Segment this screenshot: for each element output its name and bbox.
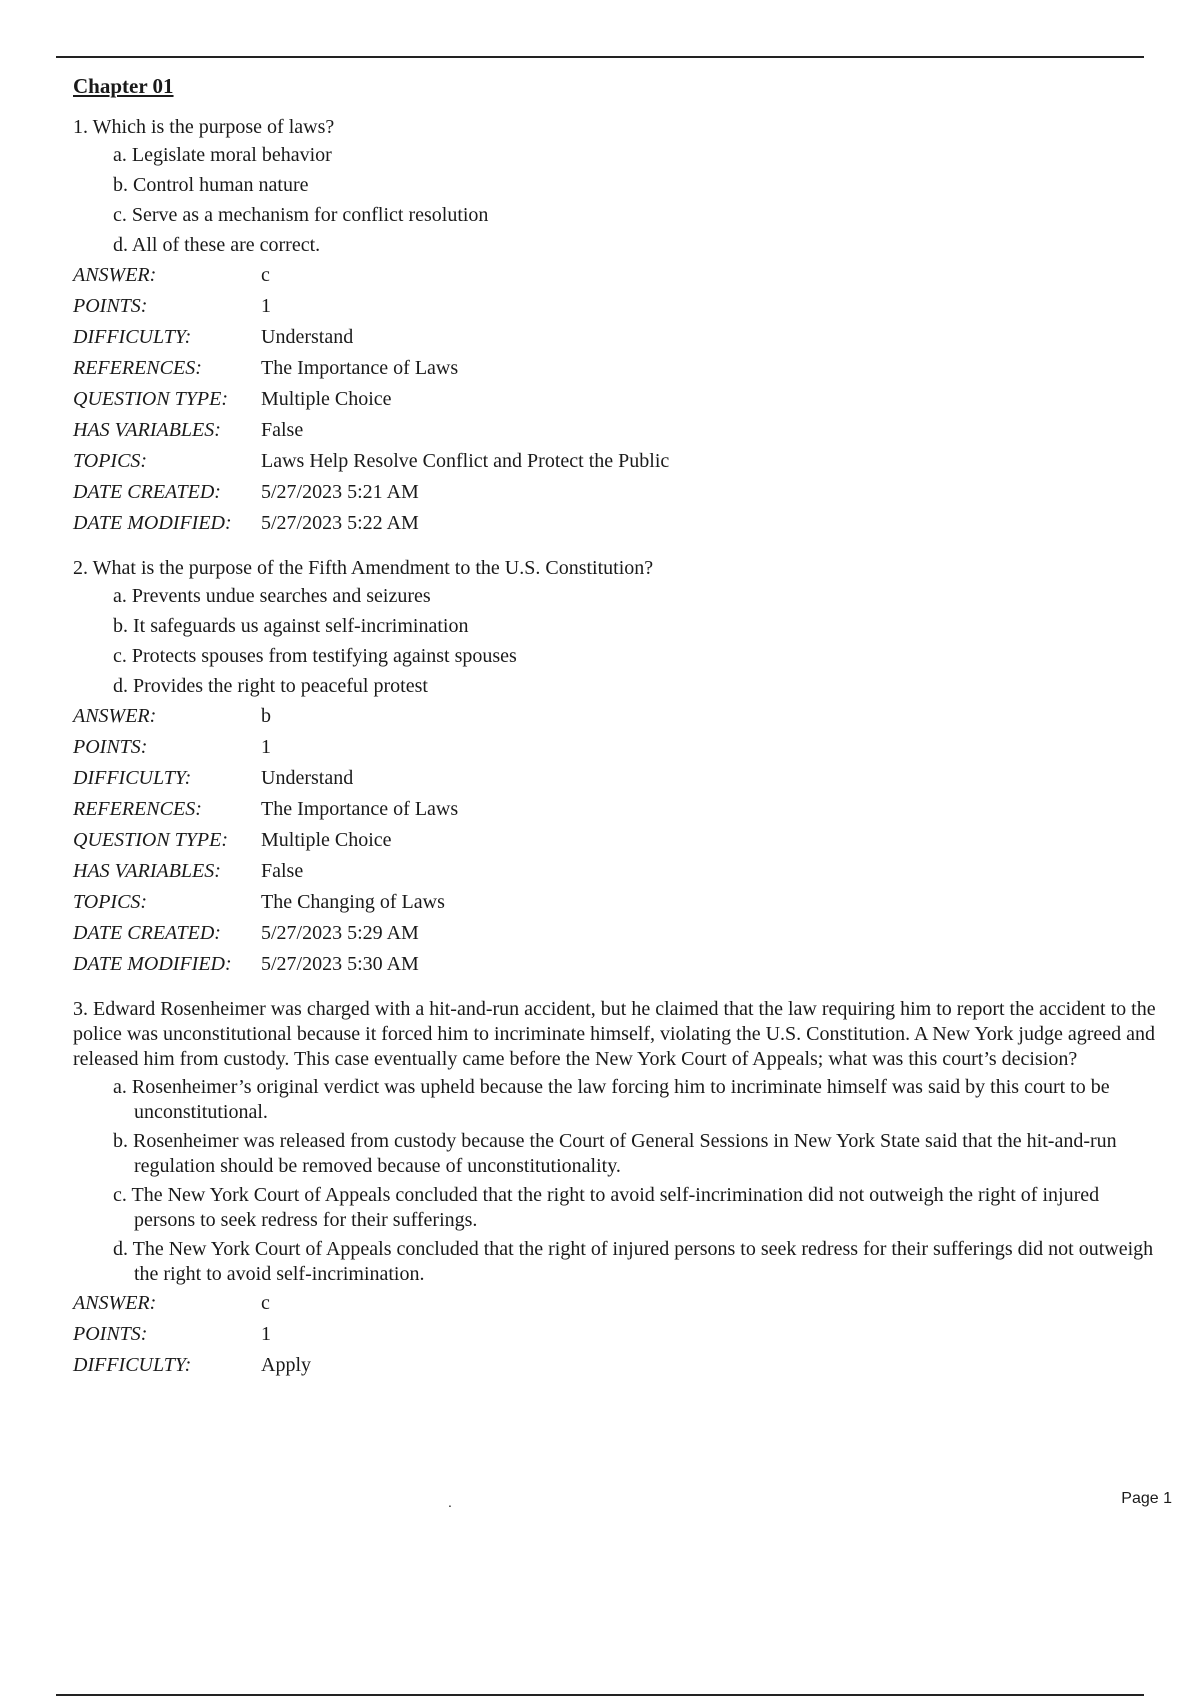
meta-value: 1 xyxy=(261,1323,271,1345)
option-d: d. All of these are correct. xyxy=(113,234,321,256)
meta-key: DIFFICULTY: xyxy=(73,1354,192,1376)
option-b: b. Rosenheimer was released from custody because the Court of General Sessions in New York State said that the hit-and-run regulation should be removed because of unconstitutionality. xyxy=(113,1130,1117,1177)
meta-key: POINTS: xyxy=(73,736,148,758)
option-b: b. It safeguards us against self-incrimination xyxy=(113,615,469,637)
meta-key: ANSWER: xyxy=(73,264,157,286)
meta-value: 5/27/2023 5:22 AM xyxy=(261,512,419,534)
meta-value: 1 xyxy=(261,295,271,317)
meta-key: DATE CREATED: xyxy=(73,481,221,503)
meta-key: HAS VARIABLES: xyxy=(73,860,221,882)
meta-value: The Importance of Laws xyxy=(261,798,459,820)
option-b: b. Control human nature xyxy=(113,174,309,196)
meta-value: b xyxy=(261,705,271,727)
meta-key: DATE MODIFIED: xyxy=(73,953,232,975)
footer-dot: . xyxy=(448,1494,452,1510)
question-1 xyxy=(73,115,1163,536)
option-c: c. Serve as a mechanism for conflict resolution xyxy=(113,204,489,226)
meta-value: The Changing of Laws xyxy=(261,891,445,913)
meta-value: c xyxy=(261,1292,270,1314)
meta-value: c xyxy=(261,264,270,286)
option-a: a. Legislate moral behavior xyxy=(113,144,332,166)
meta-value: 1 xyxy=(261,736,271,758)
meta-value: Laws Help Resolve Conflict and Protect the Public xyxy=(261,450,670,472)
bottom-rule xyxy=(56,1694,1144,1696)
meta-value: 5/27/2023 5:21 AM xyxy=(261,481,419,503)
option-list xyxy=(73,584,1163,699)
meta-value: Multiple Choice xyxy=(261,388,392,410)
meta-key: HAS VARIABLES: xyxy=(73,419,221,441)
meta-key: DATE MODIFIED: xyxy=(73,512,232,534)
meta-key: POINTS: xyxy=(73,295,148,317)
meta-key: TOPICS: xyxy=(73,450,148,472)
option-c: c. The New York Court of Appeals concluded that the right to avoid self-incrimination did not outweigh the right of injured persons to seek redress for their sufferings. xyxy=(113,1184,1100,1231)
page-content xyxy=(73,74,1163,1398)
meta-key: ANSWER: xyxy=(73,1292,157,1314)
meta-key: QUESTION TYPE: xyxy=(73,388,229,410)
question-metadata xyxy=(73,263,1163,536)
question-metadata xyxy=(73,1291,1163,1378)
question-2 xyxy=(73,556,1163,977)
top-rule xyxy=(56,56,1144,58)
option-c: c. Protects spouses from testifying against spouses xyxy=(113,645,517,667)
question-3 xyxy=(73,997,1163,1378)
question-text: 2. What is the purpose of the Fifth Amendment to the U.S. Constitution? xyxy=(73,557,654,579)
option-d: d. Provides the right to peaceful protest xyxy=(113,675,428,697)
meta-value: Apply xyxy=(261,1354,311,1376)
meta-key: QUESTION TYPE: xyxy=(73,829,229,851)
meta-key: DATE CREATED: xyxy=(73,922,221,944)
meta-value: Understand xyxy=(261,326,354,348)
question-text: 1. Which is the purpose of laws? xyxy=(73,116,335,138)
option-a: a. Prevents undue searches and seizures xyxy=(113,585,431,607)
option-list xyxy=(73,1075,1163,1287)
meta-key: ANSWER: xyxy=(73,705,157,727)
chapter-title: Chapter 01 xyxy=(73,74,174,98)
meta-value: 5/27/2023 5:30 AM xyxy=(261,953,419,975)
question-metadata xyxy=(73,704,1163,977)
meta-key: REFERENCES: xyxy=(73,798,202,820)
meta-value: False xyxy=(261,419,304,441)
meta-value: Understand xyxy=(261,767,354,789)
meta-value: Multiple Choice xyxy=(261,829,392,851)
meta-value: False xyxy=(261,860,304,882)
option-d: d. The New York Court of Appeals concluded that the right of injured persons to seek redress for their sufferings did not outweigh the right to avoid self-incrimination. xyxy=(113,1238,1154,1285)
meta-key: DIFFICULTY: xyxy=(73,767,192,789)
question-text: 3. Edward Rosenheimer was charged with a hit-and-run accident, but he claimed that the law requiring him to report the accident to the police was unconstitutional because it forced him to incriminate himself, violating the U.S. Constitution. A New York judge agreed and released him from custody. This case eventually came before the New York Court of Appeals; what was this court’s decision? xyxy=(73,998,1156,1070)
option-a: a. Rosenheimer’s original verdict was upheld because the law forcing him to incriminate himself was said by this court to be unconstitutional. xyxy=(113,1076,1110,1123)
meta-value: 5/27/2023 5:29 AM xyxy=(261,922,419,944)
option-list xyxy=(73,143,1163,258)
meta-key: TOPICS: xyxy=(73,891,148,913)
meta-value: The Importance of Laws xyxy=(261,357,459,379)
meta-key: POINTS: xyxy=(73,1323,148,1345)
meta-key: DIFFICULTY: xyxy=(73,326,192,348)
meta-key: REFERENCES: xyxy=(73,357,202,379)
page-number: Page 1 xyxy=(1121,1490,1172,1507)
